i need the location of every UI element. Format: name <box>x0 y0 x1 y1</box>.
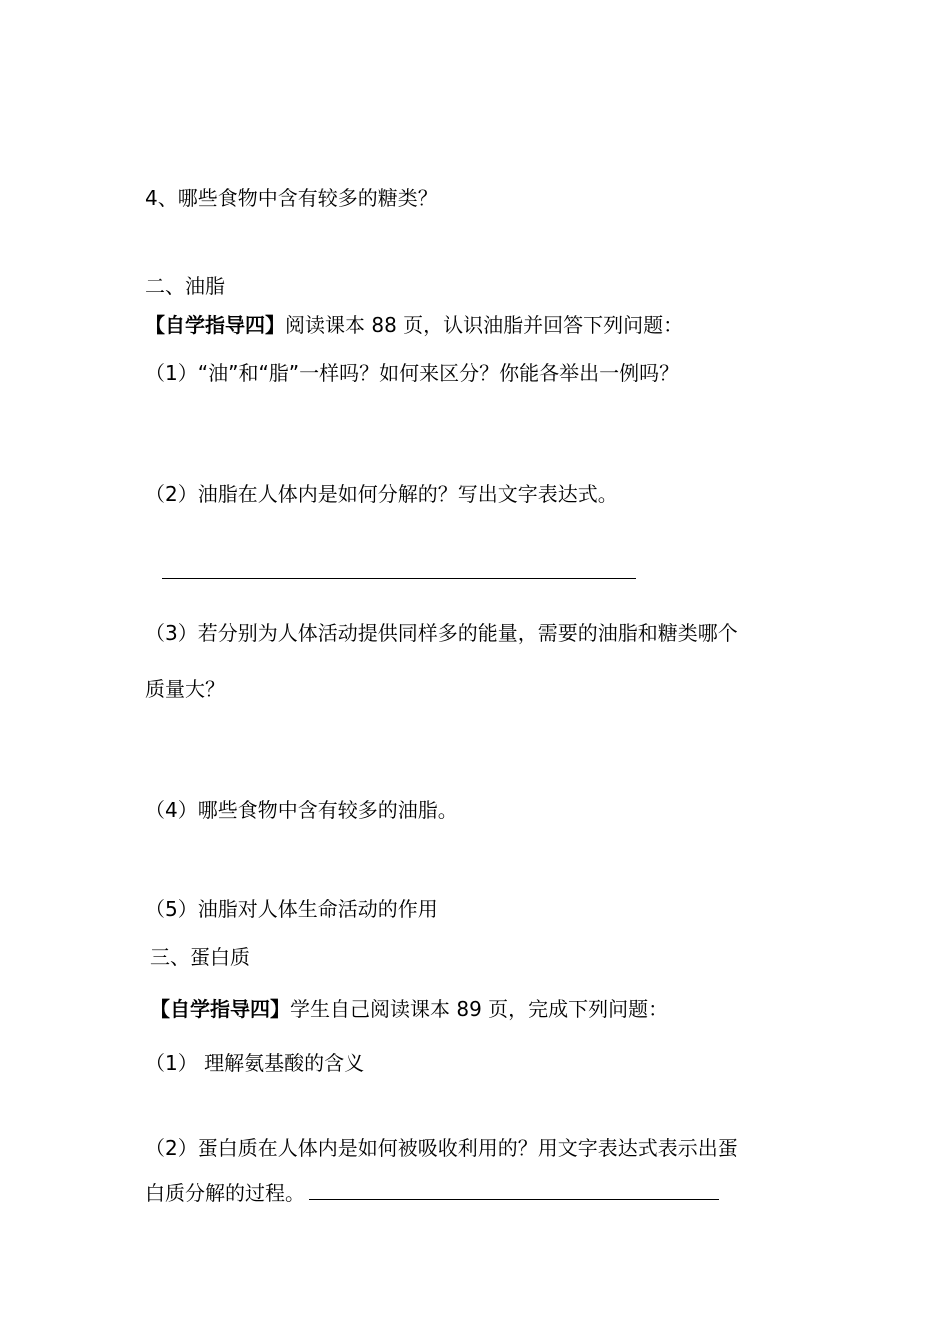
study-guide-protein <box>150 995 668 1023</box>
protein-question-1: （1） 理解氨基酸的含义 <box>145 1051 365 1075</box>
answer-blank-line <box>162 578 636 579</box>
fats-question-2: （2）油脂在人体内是如何分解的？写出文字表达式。 <box>145 482 618 506</box>
protein-question-2-text: 白质分解的过程。 <box>145 1181 305 1205</box>
protein-question-2-line1: （2）蛋白质在人体内是如何被吸收利用的？用文字表达式表示出蛋 <box>145 1136 738 1160</box>
protein-question-2-line2 <box>145 1179 719 1207</box>
study-guide-text: 阅读课本 88 页，认识油脂并回答下列问题： <box>285 313 684 337</box>
answer-blank-line <box>309 1179 719 1200</box>
fats-question-3-line1: （3）若分别为人体活动提供同样多的能量，需要的油脂和糖类哪个 <box>145 621 738 645</box>
fats-question-5: （5）油脂对人体生命活动的作用 <box>145 897 438 921</box>
fats-question-3-line2: 质量大？ <box>145 677 225 701</box>
section-heading-protein: 三、蛋白质 <box>150 945 250 969</box>
study-guide-label: 【自学指导四】 <box>150 997 290 1021</box>
fats-question-1: （1）“油”和“脂”一样吗？如何来区分？你能各举出一例吗？ <box>145 361 680 385</box>
question-4-sugar: 4、哪些食物中含有较多的糖类？ <box>145 186 438 210</box>
fats-question-4: （4）哪些食物中含有较多的油脂。 <box>145 798 458 822</box>
study-guide-text: 学生自己阅读课本 89 页，完成下列问题： <box>290 997 669 1021</box>
study-guide-label: 【自学指导四】 <box>145 313 285 337</box>
section-heading-fats: 二、油脂 <box>145 274 225 298</box>
study-guide-fats <box>145 311 683 339</box>
